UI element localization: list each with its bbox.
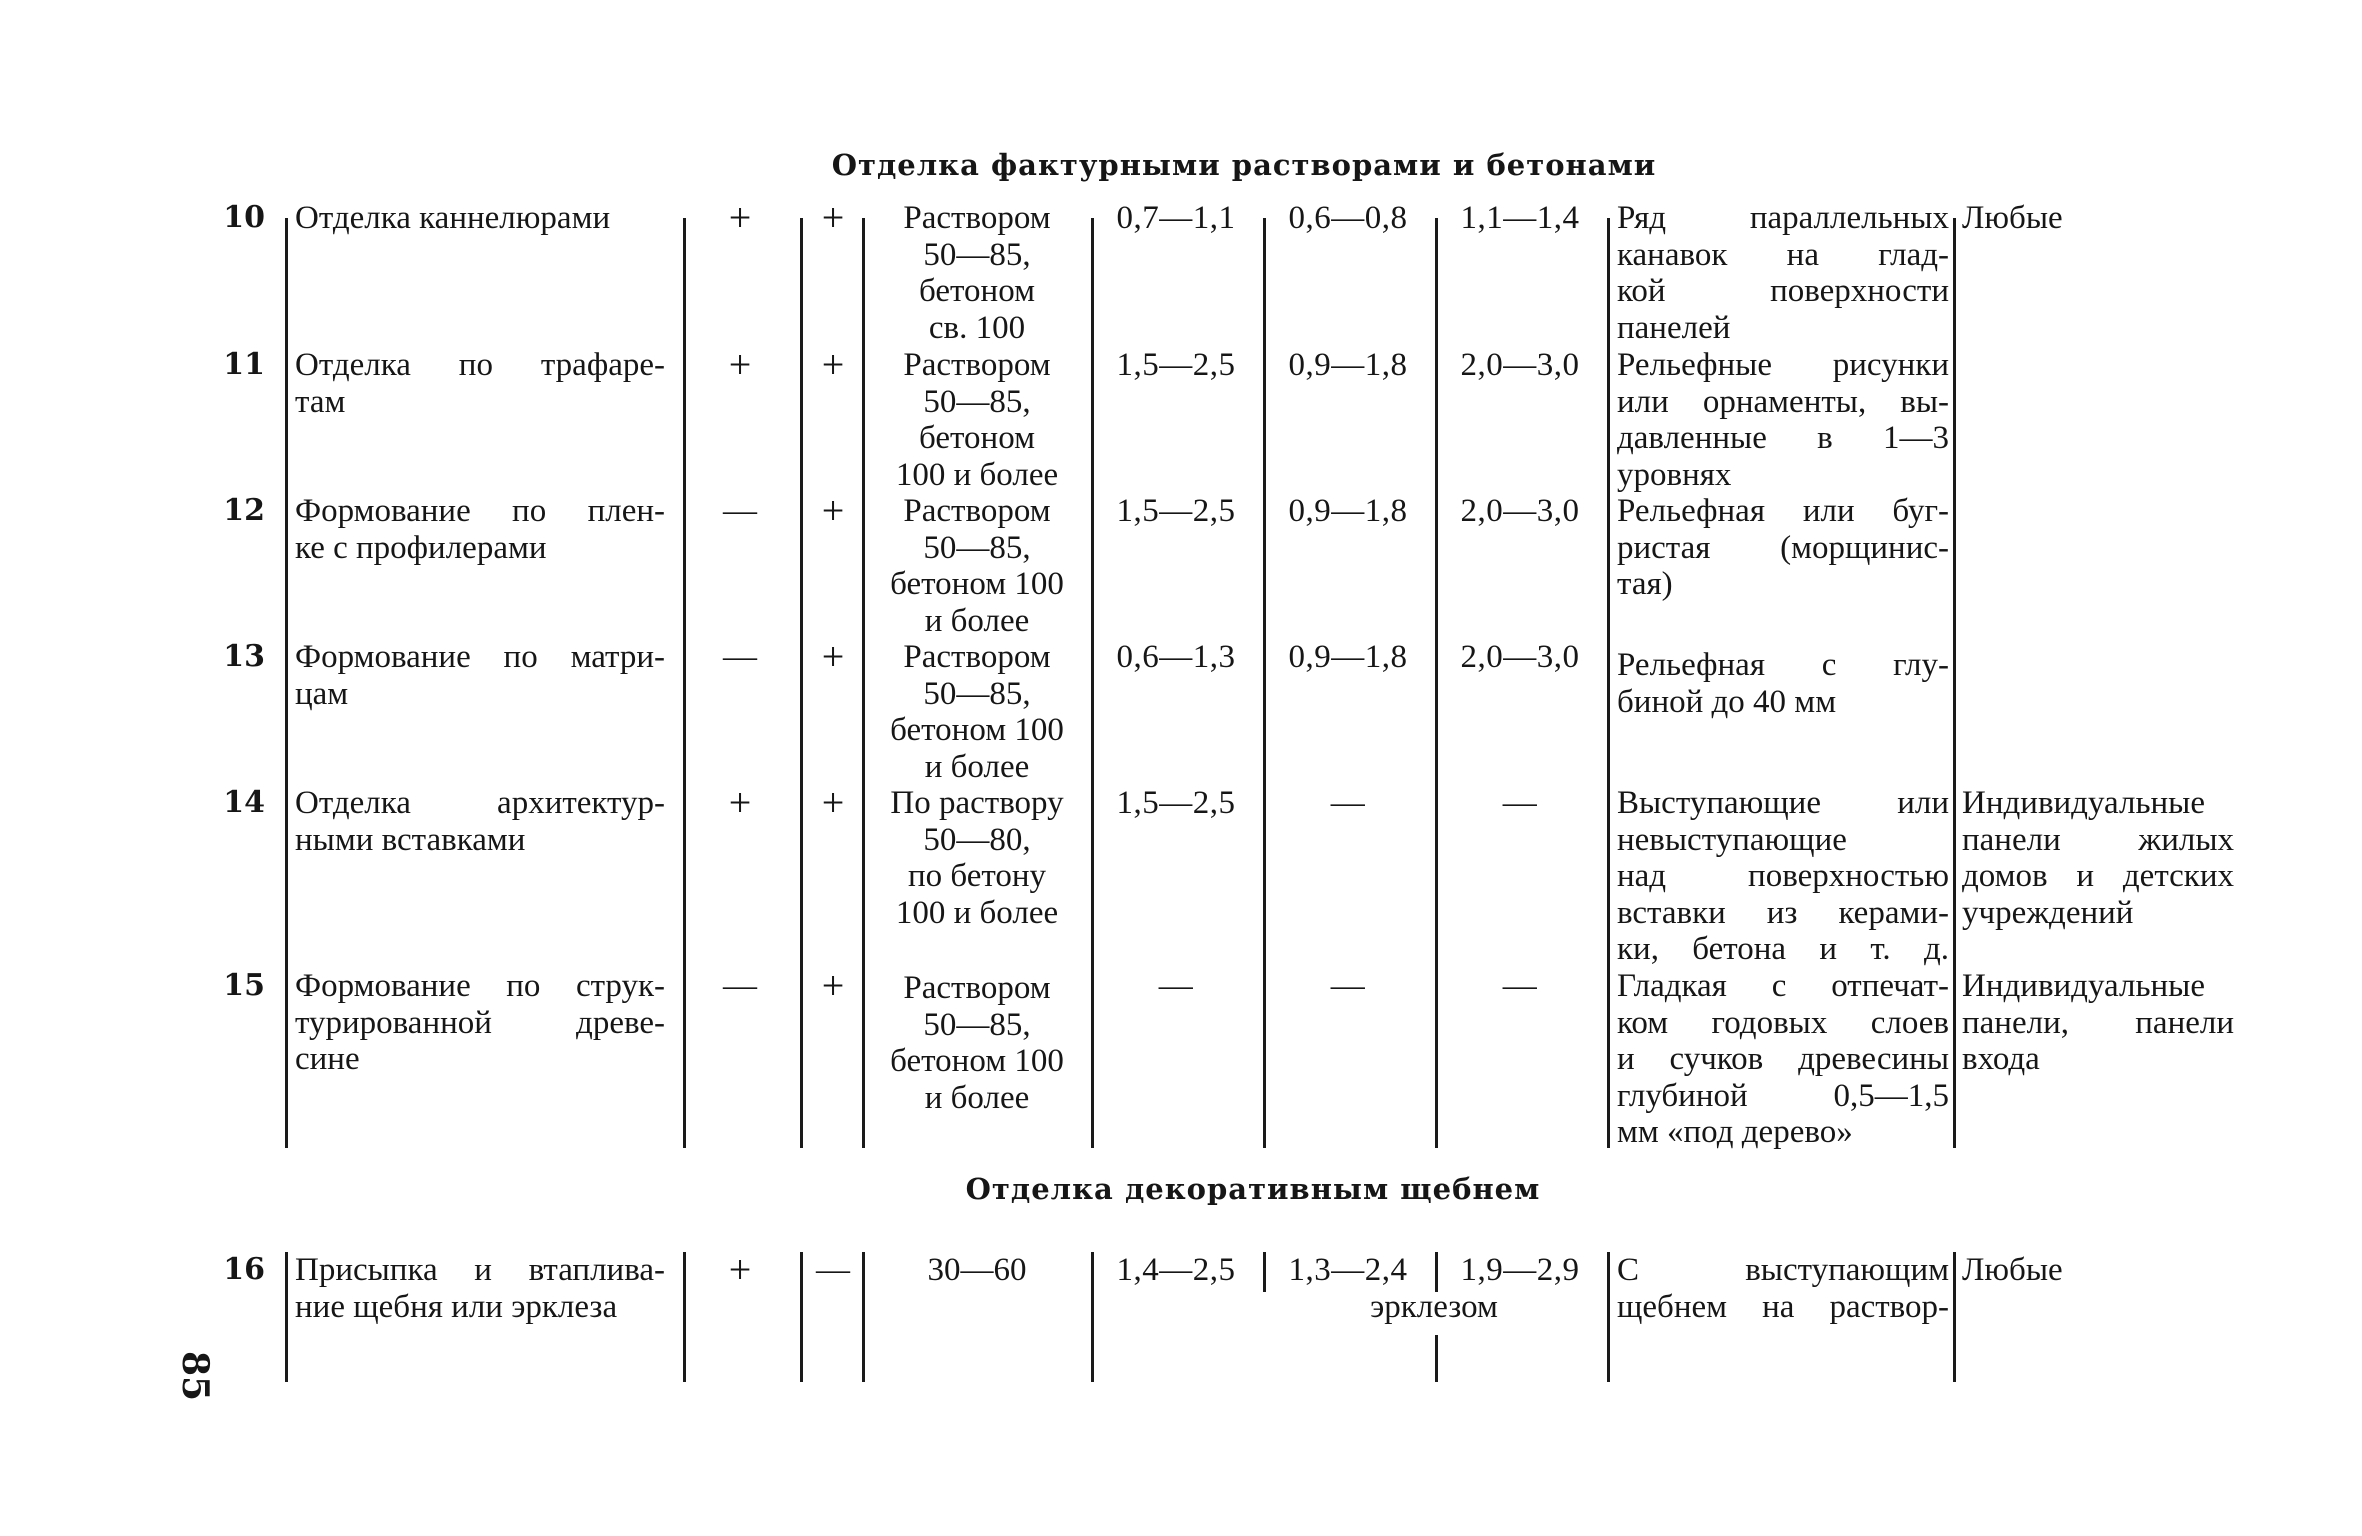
sign-col-1: — [723, 492, 757, 529]
value-col-2: — [1330, 784, 1366, 821]
row-number: 12 [223, 493, 265, 528]
mix-grade: Раствором 50—85, бетоном 100 и более [890, 493, 1064, 639]
sign-col-2: — [816, 1251, 850, 1288]
finish-method: Отделка архитектур- ными вставками [295, 785, 665, 858]
surface-description: Рельефная или буг- ристая (морщинис- тая) [1617, 493, 1949, 602]
column-rule [800, 1252, 803, 1382]
value-col-3: 2,0—3,0 [1460, 347, 1580, 383]
column-rule [800, 218, 803, 1148]
surface-description: Рельефная с глу- биной до 40 мм [1617, 647, 1949, 720]
value-col-1: 0,7—1,1 [1116, 200, 1236, 236]
finish-method: Присыпка и втаплива- ние щебня или эрклеза [295, 1252, 665, 1325]
surface-description: Ряд параллельных канавок на глад- кой поверхности панелей [1617, 200, 1949, 346]
sign-col-2: + [821, 963, 845, 1008]
column-rule [1953, 1252, 1956, 1382]
value-col-3: — [1502, 784, 1538, 821]
column-rule [1091, 218, 1094, 1148]
value-col-3: 2,0—3,0 [1460, 639, 1580, 675]
column-rule [1607, 1252, 1610, 1382]
surface-description: С выступающим щебнем на раствор- [1617, 1252, 1949, 1325]
row-number: 10 [223, 200, 265, 235]
sign-col-1: + [728, 195, 752, 240]
sign-col-1: + [728, 1247, 752, 1292]
column-rule [1953, 218, 1956, 1148]
surface-description: Выступающие или невыступающие над поверхностью вставки из керами- ки, бетона и т. д. [1617, 785, 1949, 967]
sign-col-1: — [723, 967, 757, 1004]
surface-description: Рельефные рисунки или орнаменты, вы- давленные в 1—3 уровнях [1617, 347, 1949, 493]
column-rule [285, 1252, 288, 1382]
sign-col-2: + [821, 780, 845, 825]
row-number: 13 [223, 639, 265, 674]
column-rule [1607, 218, 1610, 1148]
value-col-1: 1,4—2,5 [1116, 1252, 1236, 1288]
finish-method: Формование по плен- ке с профилерами [295, 493, 665, 566]
sign-col-1: — [723, 638, 757, 675]
value-col-1: — [1158, 967, 1194, 1004]
mix-grade: 30—60 [927, 1252, 1027, 1288]
row-number: 16 [223, 1252, 265, 1287]
section-title-decorative-gravel: Отделка декоративным щебнем [965, 1172, 1541, 1206]
value-col-3: 1,1—1,4 [1460, 200, 1580, 236]
sign-col-2: + [821, 634, 845, 679]
mix-grade: Раствором 50—85, бетоном св. 100 [903, 200, 1051, 346]
mix-grade: Раствором 50—85, бетоном 100 и более [890, 639, 1064, 785]
panel-purpose: Индивидуальные панели, панели входа [1962, 968, 2234, 1077]
sign-col-2: + [821, 195, 845, 240]
column-rule [1263, 1252, 1266, 1292]
column-rule [1091, 1252, 1094, 1382]
column-rule [1435, 1252, 1438, 1292]
column-rule [683, 218, 686, 1148]
panel-purpose: Индивидуальные панели жилых домов и детских учреждений [1962, 785, 2234, 931]
page-number: 85 [174, 1350, 217, 1402]
mix-grade: Раствором 50—85, бетоном 100 и более [895, 347, 1059, 493]
panel-purpose: Любые [1962, 1252, 2063, 1288]
row-number: 14 [223, 785, 265, 820]
section-title-textured-mortars: Отделка фактурными растворами и бетонами [831, 148, 1657, 182]
surface-description: Гладкая с отпечат- ком годовых слоев и сучков древесины глубиной 0,5—1,5 мм «под дерево» [1617, 968, 1949, 1150]
finish-method: Отделка каннелюрами [295, 200, 611, 236]
finish-method: Формование по струк- турированной древе- сине [295, 968, 665, 1077]
finish-method: Формование по матри- цам [295, 639, 665, 712]
row-number: 15 [223, 968, 265, 1003]
sign-col-1: + [728, 342, 752, 387]
value-col-2: 0,9—1,8 [1288, 347, 1408, 383]
value-col-1: 0,6—1,3 [1116, 639, 1236, 675]
sign-col-2: + [821, 342, 845, 387]
mix-grade: По раствору 50—80, по бетону 100 и более [890, 785, 1064, 931]
column-rule [285, 218, 288, 1148]
value-col-2: 0,9—1,8 [1288, 639, 1408, 675]
value-col-1: 1,5—2,5 [1116, 493, 1236, 529]
mix-grade: Раствором 50—85, бетоном 100 и более [890, 970, 1064, 1116]
row-number: 11 [223, 347, 265, 382]
value-col-2: 0,6—0,8 [1288, 200, 1408, 236]
column-rule [683, 1252, 686, 1382]
column-rule [1435, 218, 1438, 1148]
value-col-1: 1,5—2,5 [1116, 347, 1236, 383]
sign-col-1: + [728, 780, 752, 825]
value-col-2: — [1330, 967, 1366, 1004]
value-col-3: 1,9—2,9 [1460, 1252, 1580, 1288]
column-rule [862, 218, 865, 1148]
column-rule [1263, 218, 1266, 1148]
value-col-1: 1,5—2,5 [1116, 785, 1236, 821]
column-rule [862, 1252, 865, 1382]
panel-purpose: Любые [1962, 200, 2063, 236]
value-note: эрклезом [1370, 1288, 1498, 1325]
sign-col-2: + [821, 488, 845, 533]
value-col-3: — [1502, 967, 1538, 1004]
value-col-2: 1,3—2,4 [1288, 1252, 1408, 1288]
finish-method: Отделка по трафаре- там [295, 347, 665, 420]
value-col-3: 2,0—3,0 [1460, 493, 1580, 529]
value-col-2: 0,9—1,8 [1288, 493, 1408, 529]
column-rule [1435, 1335, 1438, 1382]
